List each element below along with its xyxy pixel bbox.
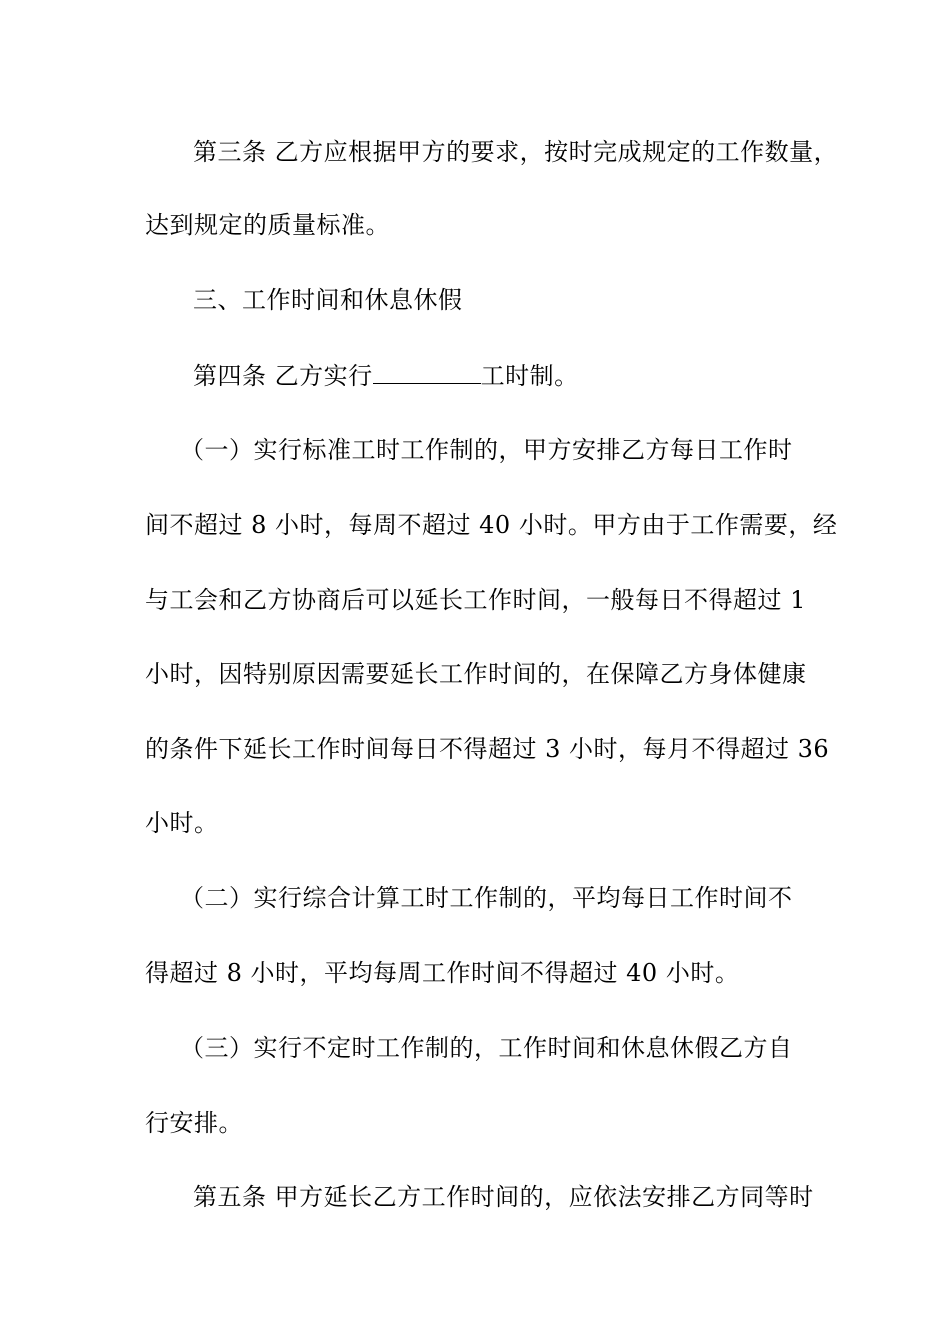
clause-1-line-3: 与工会和乙方协商后可以延长工作时间，一般每日不得超过 1	[145, 586, 806, 614]
article-4-suffix: 工时制。	[480, 362, 579, 390]
article-5-line-1: 第五条 甲方延长乙方工作时间的，应依法安排乙方同等时	[193, 1183, 814, 1211]
clause-2-line-2: 得超过 8 小时，平均每周工作时间不得超过 40 小时。	[145, 959, 740, 987]
clause-1-line-2: 间不超过 8 小时，每周不超过 40 小时。甲方由于工作需要，经	[145, 511, 838, 539]
article-3-line-2: 达到规定的质量标准。	[145, 211, 390, 239]
section-3-heading: 三、工作时间和休息休假	[193, 286, 463, 314]
clause-3-line-2: 行安排。	[145, 1109, 243, 1137]
clause-1-line-1: （一）实行标准工时工作制的，甲方安排乙方每日工作时	[180, 436, 793, 464]
clause-3-line-1: （三）实行不定时工作制的，工作时间和休息休假乙方自	[180, 1034, 793, 1062]
clause-1-line-6: 小时。	[145, 809, 219, 837]
clause-1-line-5: 的条件下延长工作时间每日不得超过 3 小时，每月不得超过 36	[145, 735, 830, 763]
article-3-line-1: 第三条 乙方应根据甲方的要求，按时完成规定的工作数量，	[193, 138, 839, 166]
hours-system-blank	[373, 361, 481, 384]
clause-2-line-1: （二）实行综合计算工时工作制的，平均每日工作时间不	[180, 884, 793, 912]
clause-1-line-4: 小时，因特别原因需要延长工作时间的，在保障乙方身体健康	[145, 660, 807, 688]
article-4-prefix: 第四条 乙方实行	[193, 362, 373, 390]
article-4-line-1	[193, 361, 883, 390]
